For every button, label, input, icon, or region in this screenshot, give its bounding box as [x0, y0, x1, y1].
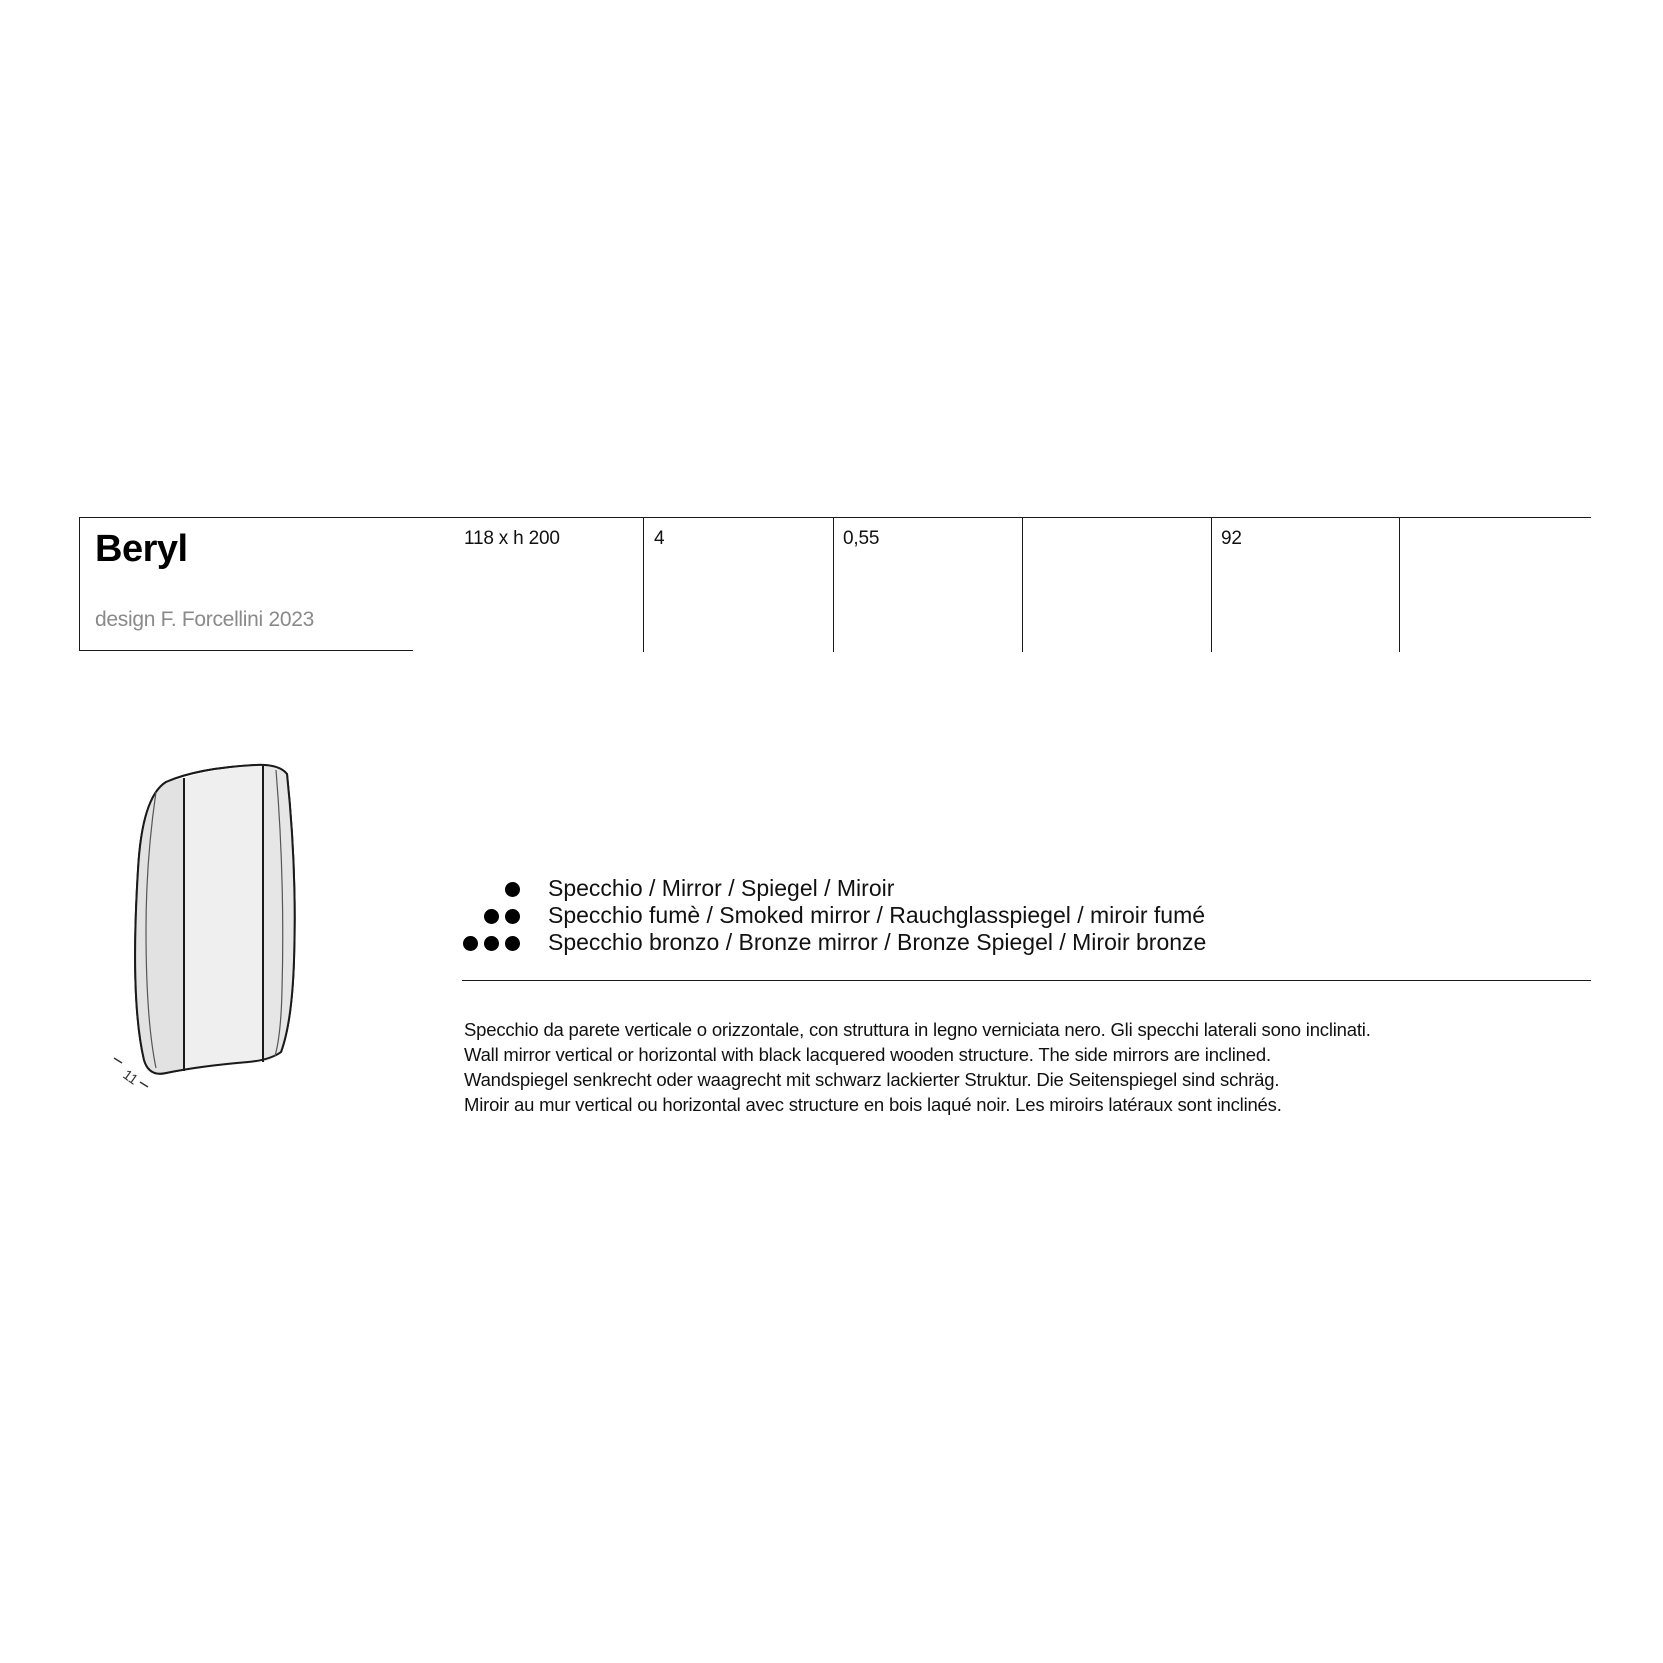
spec-value: 0,55	[843, 528, 880, 549]
description-fr: Miroir au mur vertical ou horizontal avec structure en bois laqué noir. Les miroirs latéraux sont inclinés.	[464, 1094, 1282, 1115]
designer-credit: design F. Forcellini 2023	[95, 608, 314, 631]
mirror-center-panel-shade	[184, 765, 263, 1071]
finish-dot	[484, 909, 499, 924]
description-en: Wall mirror vertical or horizontal with black lacquered wooden structure. The side mirrors are inclined.	[464, 1044, 1271, 1065]
finish-dots	[463, 936, 520, 951]
angle-mark	[114, 1058, 122, 1063]
finish-dot	[484, 936, 499, 951]
spec-column-divider	[643, 517, 644, 652]
spec-column-divider	[1399, 517, 1400, 652]
spec-table-top-rule	[413, 517, 1591, 518]
product-name: Beryl	[95, 528, 188, 570]
spec-column-divider	[1022, 517, 1023, 652]
finish-dot	[463, 936, 478, 951]
finish-label: Specchio fumè / Smoked mirror / Rauchglasspiegel / miroir fumé	[548, 902, 1206, 928]
spec-dimensions: 118 x h 200	[464, 528, 560, 549]
finish-dots	[484, 909, 520, 924]
description-de: Wandspiegel senkrecht oder waagrecht mit schwarz lackierter Struktur. Die Seitenspiegel sind schräg.	[464, 1069, 1280, 1090]
finish-dot	[505, 909, 520, 924]
spec-value: 4	[654, 528, 665, 549]
mirror-left-panel-shade	[135, 778, 184, 1074]
description-it: Specchio da parete verticale o orizzontale, con struttura in legno verniciata nero. Gli specchi laterali sono inclinati.	[464, 1019, 1371, 1040]
spec-value: 92	[1221, 528, 1242, 549]
finish-label: Specchio / Mirror / Spiegel / Miroir	[548, 875, 895, 901]
finish-dots	[505, 882, 520, 897]
legend-divider	[462, 980, 1591, 981]
angle-mark	[140, 1082, 148, 1087]
finish-dot	[505, 936, 520, 951]
product-title-box	[79, 517, 413, 651]
spec-column-divider	[1211, 517, 1212, 652]
finish-dot	[505, 882, 520, 897]
mirror-drawing	[100, 750, 320, 1100]
view-angle-label: 11	[120, 1066, 142, 1088]
finish-label: Specchio bronzo / Bronze mirror / Bronze Spiegel / Miroir bronze	[548, 929, 1207, 955]
spec-column-divider	[833, 517, 834, 652]
